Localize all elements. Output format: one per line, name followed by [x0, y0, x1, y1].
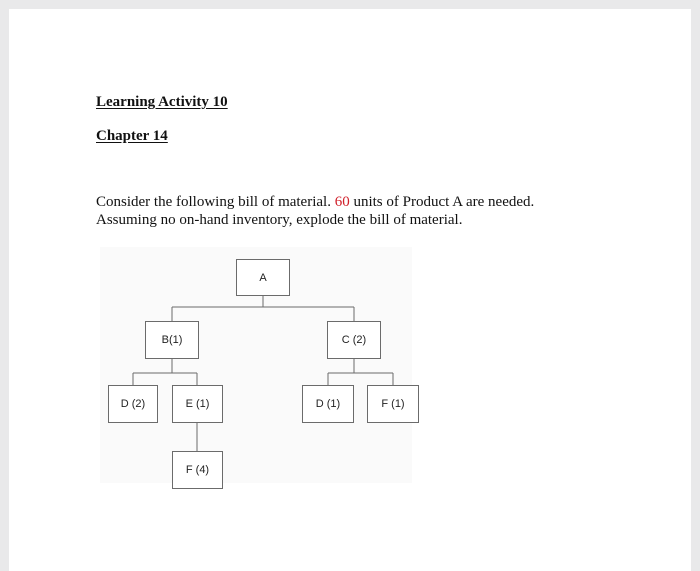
document-page	[9, 9, 691, 571]
node-e: E (1)	[172, 385, 223, 423]
node-f-under-c: F (1)	[367, 385, 419, 423]
bill-of-material-diagram	[100, 247, 412, 483]
instructions-line-2: Assuming no on-hand inventory, explode the bill of material.	[96, 212, 463, 228]
node-f-under-e: F (4)	[172, 451, 223, 489]
quantity-value: 60	[334, 194, 350, 210]
node-d-under-b: D (2)	[108, 385, 158, 423]
learning-activity-heading: Learning Activity 10	[96, 94, 228, 110]
instructions-prefix: Consider the following bill of material.	[96, 194, 331, 210]
instructions-paragraph	[96, 193, 636, 229]
node-b: B(1)	[145, 321, 199, 359]
node-c: C (2)	[327, 321, 381, 359]
chapter-heading: Chapter 14	[96, 128, 168, 144]
node-d-under-c: D (1)	[302, 385, 354, 423]
node-a: A	[236, 259, 290, 296]
instructions-suffix: units of Product A are needed.	[353, 194, 535, 210]
